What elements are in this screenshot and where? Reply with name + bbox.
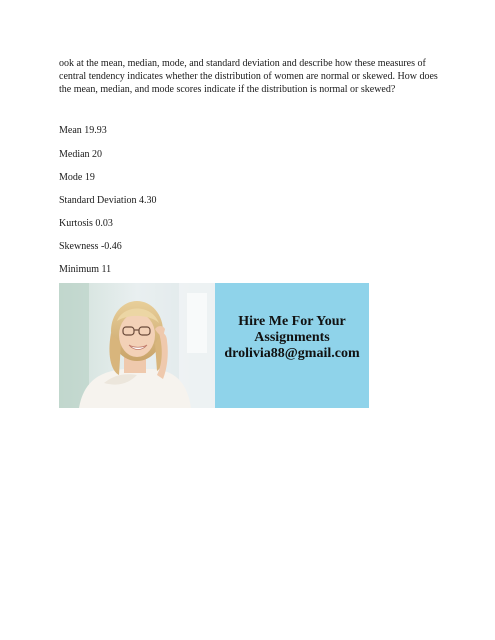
stat-skewness: Skewness -0.46 xyxy=(59,241,122,252)
stat-minimum: Minimum 11 xyxy=(59,264,112,275)
stat-mode: Mode 19 xyxy=(59,172,95,183)
question-text: ook at the mean, median, mode, and standard deviation and describe how these measures of central tendency indicates whether the distribution of women are normal or skewed. How does the mean, median, and mode scores indicate if the distribution is normal or skewed? xyxy=(59,58,438,95)
ad-headline-1: Hire Me For Your xyxy=(238,314,346,329)
stat-standard-deviation: Standard Deviation 4.30 xyxy=(59,195,157,206)
advertisement-banner[interactable] xyxy=(59,283,369,408)
stat-median: Median 20 xyxy=(59,149,103,160)
woman-photo xyxy=(59,283,215,408)
stat-mean: Mean 19.93 xyxy=(59,125,107,136)
ad-email-link[interactable]: drolivia88@gmail.com xyxy=(224,346,360,361)
hire-me-ad[interactable] xyxy=(215,283,369,408)
ad-headline-2: Assignments xyxy=(254,330,330,345)
stat-kurtosis: Kurtosis 0.03 xyxy=(59,218,113,229)
